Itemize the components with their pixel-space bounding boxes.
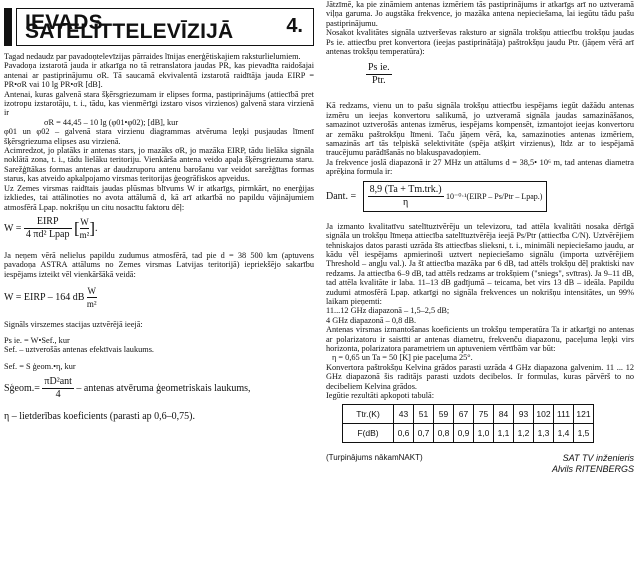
formula-signal: Ps ie. = W•Sef., kur [4, 335, 70, 345]
table-row [343, 405, 594, 424]
formula-unit: $\frac{W}{\text{m²}}$ [79, 216, 90, 240]
formula-effective-area: Sef. = S ģeom.•η, kur [4, 362, 76, 372]
formula-lhs: W = [4, 222, 22, 234]
table-header-cell: F(dB) [343, 424, 394, 443]
formula-snr: $\frac{\text{Ps ie.}}{\text{Ptr.}}$ [368, 62, 390, 87]
table-cell: 111 [554, 405, 574, 424]
formula-geometric-area: Sģeom.= $\frac{\text{πD²ant}}{4}$ – antenas atvēruma ģeometriskais laukums, [4, 375, 251, 400]
right-column [326, 0, 634, 475]
table-cell: 75 [474, 405, 494, 424]
table-cell: 1,0 [474, 424, 494, 443]
table-cell: 1,5 [574, 424, 594, 443]
header-bar [4, 8, 12, 46]
formula-efficiency: η – lietderības koeficients (parasti ap 0,6–0,75). [4, 410, 196, 422]
formula-flux-simple: W = EIRP – 164 dB $\frac{W}{\text{m²}}$ [4, 286, 97, 310]
article-header [4, 8, 314, 46]
table-cell: 0,7 [414, 424, 434, 443]
table-cell: 67 [454, 405, 474, 424]
left-paragraph: φ01 un φ02 – galvenā stara virzienu diagrammas atvēruma leņķi pusjaudas līmenī šķērsgriezuma elipses asu virzienā. [4, 127, 314, 146]
formula-gain: σR = 44,45 – 10 lg (φ01•φ02); [dB], kur [44, 117, 179, 127]
table-cell: 1,1 [494, 424, 514, 443]
table-cell: 0,6 [394, 424, 414, 443]
left-column [4, 0, 314, 423]
noise-table [342, 404, 594, 443]
formula-flux-density: W = $\frac{\text{EIRP}}{\text{4 πd² Lpap}}$ [ $\frac{W}{\text{m²}}$]. [4, 215, 98, 240]
table-cell: 51 [414, 405, 434, 424]
continued-note: (Turpinājums nākamNAKT) [326, 453, 423, 463]
article-number: 4. [286, 15, 303, 38]
table-row [343, 424, 594, 443]
formula-eta-value: η = 0,65 un Ta = 50 [K] pie paceļuma 25°. [332, 353, 473, 363]
article-title: IEVADS SATELĪTTELEVĪZIJĀ [25, 10, 234, 43]
formula-fraction: $\frac{\text{EIRP}}{\text{4 πd² Lpap}}$ [25, 215, 70, 240]
table-cell: 1,2 [514, 424, 534, 443]
left-paragraph: Uz Zemes virsmas raidītais jaudas plūsmas blīvums W ir atkarīgs, pirmkārt, no enerģijas izkliedes, tai attālinoties no avota attālumā d, kā arī atkarībā no papildu vājinājumiem atmosfērā Lpap. nokrišņu un citu nosacītu faktoru dēļ: [4, 183, 314, 212]
right-paragraph: Ja frekvence joslā diapazonā ir 27 MHz un attālums d = 38,5• 10⁶ m, tad antenas diametra aprēķina formula ir: [326, 157, 634, 177]
left-paragraph: Pavadoņa izstarotā jauda ir atkarīga no tā retranslatora jaudas PR, kas pievadīta raidošajai antenai ar pastiprinājumu σR. Tā saucamā ekvivalentā izstarotā raidītāja jauda EIRP = PR•σR vai 10 lg PR•σR [dB]. [4, 61, 314, 90]
right-paragraph: Iegūtie rezultāti apkopoti tabulā: [326, 391, 435, 400]
table-header-cell: Ttr.(K) [343, 405, 394, 424]
right-paragraph: Jātzīmē, ka pie zināmiem antenas izmēriem tās pastiprinājums ir atkarīgs arī no uztveramā viļņa garuma. Jo augstāka frekvence, jo mazāka antena nepieciešama, lai iegūtu tādu pašu pastiprinājumu. [326, 0, 634, 28]
right-paragraph: Antenas virsmas izmantošanas koeficients un trokšņu temperatūra Ta ir atkarīgi no antenas ar polarizatoru ir saistīti ar antenas diametru, frekvenču diapazonu, paceļuma leņķi virs horizonta, polarizatora parametriem un aptuveniem vērtībām var būt: [326, 325, 634, 353]
table-cell: 0,8 [434, 424, 454, 443]
formula-ku-loss: 11...12 GHz diapazonā – 1,5–2,5 dB; [326, 306, 450, 316]
table-cell: 84 [494, 405, 514, 424]
right-paragraph: Kā redzams, vienu un to pašu signāla trokšņu attiecību iespējams iegūt dažādu antenas izmēru un ieejas konvertoru salikumā, jo uztveramā signāla jaudas samazināšanos, samazinot uztverošās antenas izmērus, iespējams kompensēt, izmantojot ieejas konvertoru ar zemāku paštrokšņu līmeni. Taču jāņem vērā, ka, samazinoties antenas izmēriem, samazinās arī tās telpiskā selektivitāte (spēja atšķirt virzienus), līdz ar to iespējamā traucējumu parādīšanās no blakuspavadoņiem. [326, 101, 634, 158]
right-paragraph: Ja izmanto kvalitatīvu satelītuztvērēju un televizoru, tad attēla kvalitāti nosaka dērīgā signāla un trokšņu līmeņa attiecība satelītuztvērēja ieejā Ps/Ptr (attiecība C/N). Uztvērējiem tehniskajos datos parasti uzrāda šīs attiecības slieksni, t. i., minimāli nepieciešamo jaudu, ar kādu vēl iespējams apmierinoši uztvert nepieciešamo signālu (importa uztvērējiem Threshold – angļu val.). Ja šī attiecība mazāka par 6 dB, tad attēls trokšņu dēļ praktiski nav redzams. Ja attiecība 6–9 dB, tad attēls redzams ar trokšņiem ("sniegs", svītras). Ja 9–11 dB, tad attēla kvalitāte ir laba. 11–13 dB gadījumā – teicama, bet virs 13 dB – ideāla. Papildu zudumi atmosfērā Lpap. atkarīgi no signāla frekvences un nokrišņu intensitātes, un 99% laikam pieņemti: [326, 221, 634, 306]
formula-c-loss: 4 GHz diapazonā – 0,8 dB. [326, 315, 417, 325]
right-paragraph: Nosakot kvalitātes signāla uztverševas raksturo ar signāla trokšņu attiecību trokšņu jaudas Ps ie. attiecību pret konvertora (ieejas pastiprinātāja) paštrokšņu jaudu Ptr. (jāņem vērā arī antenas trokšņu temperatūra): [326, 28, 634, 57]
author-name: Alvils RITENBERGS [551, 463, 634, 474]
table-cell: 102 [534, 405, 554, 424]
table-cell: 0,9 [454, 424, 474, 443]
author-role: SAT TV inženieris [562, 452, 634, 463]
right-paragraph: Konvertora paštrokšņu Kelvina grādos parasti uzrāda 4 GHz diapazona galvenim. 11 ... 12 GHz diapazonā šis raditājs parasti uzdots decibelos. Ir formulas, kuras pārvērš to no decibeliem Kelvina grādos. [326, 362, 634, 391]
left-paragraph: Tagad nedaudz par pavadoņtelevīzijas pārraides līnijas enerģētiskajiem raksturlielumiem. [4, 52, 301, 61]
table-cell: 1,4 [554, 424, 574, 443]
table-cell: 43 [394, 405, 414, 424]
left-paragraph: Ja neņem vērā nelielus papildu zudumus atmosfērā, tad pie d = 38 500 km (aptuvens pavadoņa ASTRA attālums no Zemes virsmas Latvijas teritorijā) iepriekšējo sakarību iespējams izteikt vēl vienkāršākā veidā: [4, 250, 314, 279]
formula-antenna-diameter: Dant. = $\frac{\text{8,9 (Ta + Tm.trk.)}}{\eta}$ 10⁻⁰·¹(EIRP – Ps/Ptr – Lpap.) [326, 181, 634, 212]
table-cell: 93 [514, 405, 534, 424]
left-paragraph: Signāls virszemes stacijas uztvērējā ieejā: [4, 320, 143, 330]
left-paragraph: Acimredzot, jo platāks ir antenas stars, jo mazāks σR, jo mazāka EIRP, tādu lielāka signāla noklātā zona, t. i., tādu lielāku teritoriju. Vienkārša antena veido apaļa šķērsgriezuma staru. Sarežģītākas formas antenas ar daudzruporu antenu barošanu var veidot sarežģītas formas starus, kas atveido apkalpojamo virsmas teritorijas ģeogrāfiskos apveidus. [4, 146, 314, 184]
header-box [16, 8, 314, 46]
table-cell: 121 [574, 405, 594, 424]
table-cell: 59 [434, 405, 454, 424]
left-paragraph: Antenai, kuras galvenā stara šķērsgriezumam ir elipses forma, pastiprinājums (attiecībā pret izotropu izstarotāju, t. i., tādu, kas vienmērīgi izstaro visos virzienos) galvenā stara virzienā ir [4, 89, 314, 118]
table-cell: 1,3 [534, 424, 554, 443]
left-paragraph: Sef. – uztverošās antenas efektīvais laukums. [4, 344, 154, 354]
